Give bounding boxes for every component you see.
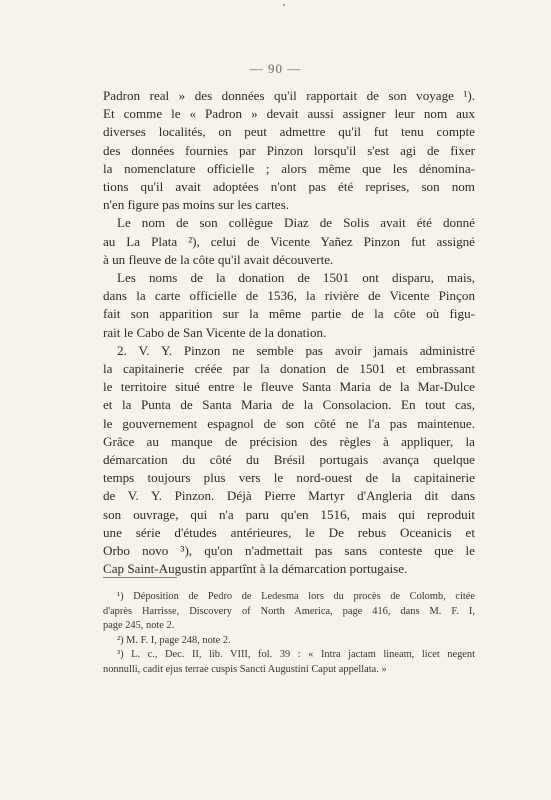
text-line: une série d'études antérieures, le De rebus Oceanicis et — [103, 524, 475, 540]
text-line: son ouvrage, qui n'a paru qu'en 1516, mais qui reproduit — [103, 506, 475, 522]
text-line: diverses localités, on peut admettre qu'il fut tenu compte — [103, 124, 475, 140]
text-line: et la Punta de Santa Maria de la Consolacion. En tout cas, — [103, 397, 475, 413]
page-number: — 90 — — [249, 61, 302, 76]
text-line: Le nom de son collègue Diaz de Solis avait été donné — [117, 215, 475, 231]
text-line: au La Plata ²), celui de Vicente Yañez Pinzon fut assigné — [103, 233, 475, 249]
text-line: 2. V. Y. Pinzon ne semble pas avoir jamais administré — [117, 342, 475, 358]
text-line: fait son apparition sur la même partie de la côte où figu- — [103, 306, 475, 322]
text-line: le gouvernement espagnol de son côté ne l'a pas maintenue. — [103, 415, 475, 431]
text-line: la nomenclature officielle ; alors même que les dénomina- — [103, 160, 475, 176]
text-line: démarcation du côté du Brésil portugais avança quelque — [103, 452, 475, 468]
print-speck — [283, 4, 285, 6]
body-text — [103, 87, 475, 578]
text-line: Padron real » des données qu'il rapportait de son voyage ¹). — [103, 88, 475, 103]
text-line: dans la carte officielle de 1536, la rivière de Vicente Pinçon — [103, 288, 475, 304]
footnote-line: page 245, note 2. — [103, 620, 175, 632]
footnote-line: nonnulli, cadit ejus terrae cuspis Sancti Augustini Caput appellata. » — [103, 663, 387, 675]
footnote-line: ¹) Déposition de Pedro de Ledesma lors du procès de Colomb, citée — [117, 591, 475, 602]
text-line: de V. Y. Pinzon. Déjà Pierre Martyr d'Angleria dit dans — [103, 488, 475, 504]
text-line: Les noms de la donation de 1501 ont disparu, mais, — [117, 270, 475, 286]
text-line: la capitainerie créée par la donation de 1501 et embrassant — [103, 361, 475, 377]
text-line: rait le Cabo de San Vicente de la donation. — [103, 324, 327, 340]
text-line: le territoire situé entre le fleuve Santa Maria de la Mar-Dulce — [103, 379, 475, 395]
footnote-line: d'après Harrisse, Discovery of North America, page 416, dans M. F. I, — [103, 605, 475, 617]
text-line: Orbo novo ³), qu'on n'admettait pas sans conteste que le — [103, 543, 475, 559]
text-line: tions qu'il avait adoptées n'ont pas été reprises, son nom — [103, 179, 475, 195]
text-line: Cap Saint-Augustin appartînt à la démarcation portugaise. — [103, 561, 408, 577]
text-line: Et comme le « Padron » devait aussi assigner leur nom aux — [103, 106, 475, 122]
text-line: n'en figure pas moins sur les cartes. — [103, 197, 289, 213]
text-line: à un fleuve de la côte qu'il avait découverte. — [103, 251, 334, 267]
text-line: des données fournies par Pinzon lorsqu'il s'est agi de fixer — [103, 142, 475, 158]
footnotes — [103, 590, 475, 678]
footnote-line: ³) L. c., Dec. II, lib. VIII, fol. 39 : « Intra jactam lineam, licet negent — [117, 649, 475, 661]
footnote-separator — [103, 577, 177, 578]
text-line: Grâce au manque de précision des règles à appliquer, la — [103, 433, 475, 449]
text-line: temps toujours plus vers le nord-ouest de la capitainerie — [103, 470, 475, 486]
footnote-line: ²) M. F. I, page 248, note 2. — [117, 634, 231, 646]
